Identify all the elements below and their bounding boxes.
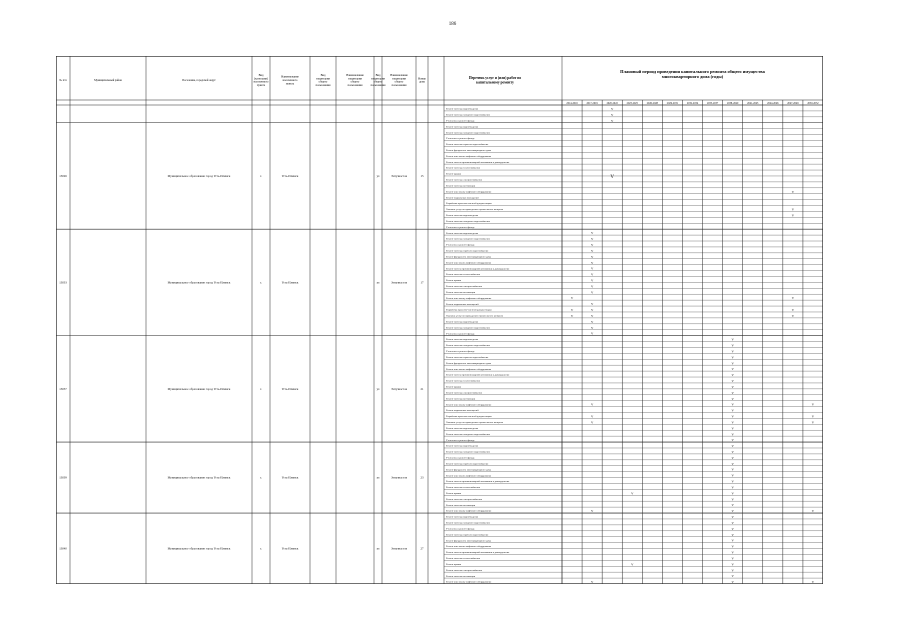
plan-mark-v: V xyxy=(731,420,734,425)
work-item: Ремонт системы холодного водоснабжения xyxy=(446,131,490,135)
work-item: Ремонт системы вентиляции xyxy=(446,574,476,578)
work-item: Разработка проектно-сметной документации xyxy=(446,308,492,312)
header-territory-type: Вид территории общего пользования xyxy=(315,73,331,87)
locality-name: Усть-Илимск xyxy=(281,173,299,178)
plan-mark-v: V xyxy=(731,532,734,537)
work-item: Ремонт системы горячего водоснабжения xyxy=(446,462,489,466)
work-item: Ремонт системы холодного водоснабжения xyxy=(446,219,490,223)
plan-mark-v: V xyxy=(590,254,594,259)
plan-mark-v: V xyxy=(791,313,795,318)
plan-mark-v: V xyxy=(791,189,795,194)
locality-type: г. xyxy=(260,280,262,285)
work-item: Ремонт или замену лифтового оборудования xyxy=(446,190,492,194)
plan-mark-v: V xyxy=(731,485,734,490)
work-item: Ремонт системы холодного водоснабжения xyxy=(446,237,490,241)
street-type: ул xyxy=(376,280,380,285)
header-house: Номер дома xyxy=(418,77,426,84)
page-number: 186 xyxy=(448,22,457,27)
work-item: Разработка проектно-сметной документации xyxy=(446,202,492,206)
plan-mark-v: V xyxy=(731,544,734,549)
plan-mark-v: V xyxy=(731,438,734,443)
header-plan: Плановый период проведения капитального ремонта общего имущества многоквартирного дома (годы) xyxy=(620,68,765,80)
work-item: Утепление и ремонт фасада xyxy=(446,243,475,247)
plan-mark-v: V xyxy=(590,243,594,248)
plan-mark-v: V xyxy=(590,290,594,295)
plan-mark-v: V xyxy=(731,568,734,573)
settlement-name: Муниципальное образование город Усть-Илимск xyxy=(167,173,231,178)
period-header: 2020-2022 xyxy=(606,101,618,105)
work-item: Утепление и ремонт фасада xyxy=(446,332,475,336)
plan-mark-v: V xyxy=(611,107,614,112)
work-item: Ремонт системы теплоснабжения xyxy=(446,273,480,277)
plan-mark-v: V xyxy=(590,509,594,514)
plan-mark-v: V xyxy=(731,414,734,419)
plan-mark-v: V xyxy=(731,432,734,437)
work-item: Ремонт системы горячего водоснабжения xyxy=(446,533,489,537)
plan-mark-v: V xyxy=(731,515,734,520)
work-item: Ремонт системы водоотведения xyxy=(446,214,479,218)
work-item: Ремонт системы вентиляции xyxy=(446,290,476,294)
street-name: Энтузиастов xyxy=(391,386,407,391)
work-item: Ремонт или замена лифтового оборудования xyxy=(446,154,492,158)
work-item: Ремонт систем противопожарной автоматики и дымоудаления xyxy=(446,551,510,555)
row-number: 13026 xyxy=(59,173,67,178)
settlement-name: Муниципальное образование город Усть-Илимск xyxy=(167,475,231,480)
plan-mark-v: V xyxy=(590,260,594,265)
work-item: Ремонт системы электроснабжения xyxy=(446,178,483,182)
work-item: Утепление и ремонт фасада xyxy=(446,119,475,123)
work-item: Ремонт крыши xyxy=(446,385,462,389)
period-header: 2032-2034 xyxy=(686,101,699,105)
plan-mark-v: V xyxy=(590,402,594,407)
work-item: Ремонт системы водоотведения xyxy=(446,107,479,111)
plan-mark-v: V xyxy=(590,331,594,336)
work-item: Ремонт системы холодного водоснабжения xyxy=(446,450,490,454)
row-number: 13037 xyxy=(59,386,67,391)
work-item: Утепление и ремонт фасада xyxy=(446,438,475,442)
work-item: Ремонт системы электроснабжения xyxy=(446,497,483,501)
work-item: Ремонт систем противопожарной автоматики и дымоудаления xyxy=(446,160,510,164)
plan-mark-v: V xyxy=(811,414,815,419)
plan-mark-v: V xyxy=(610,174,615,180)
plan-mark-v: V xyxy=(731,337,734,342)
work-item: Ремонт системы теплоснабжения xyxy=(446,486,480,490)
house-number: 21 xyxy=(420,386,424,391)
header-locality-name: Наименование населенного пункта xyxy=(281,75,299,86)
plan-mark-v: V xyxy=(731,444,734,449)
work-item: Ремонт системы вентиляции xyxy=(446,184,476,188)
plan-mark-v: V xyxy=(731,349,734,354)
period-header: 2014-2016 xyxy=(566,101,578,105)
plan-mark-v: V xyxy=(731,562,734,567)
plan-mark-v: V xyxy=(731,479,734,484)
plan-mark-v: V xyxy=(731,520,734,525)
work-item: Ремонт подвальных помещений xyxy=(446,302,479,306)
work-item: Ремонт системы электроснабжения xyxy=(446,391,483,395)
locality-type: г. xyxy=(260,386,262,391)
work-item: Ремонт фундамента многоквартирного дома xyxy=(446,539,492,543)
plan-mark-v: V xyxy=(791,296,795,301)
period-header: 2050-2052 xyxy=(807,101,819,105)
work-item: Ремонт подвальных помещений xyxy=(446,196,479,200)
street-name: Энтузиастов xyxy=(391,173,407,178)
plan-mark-v: V xyxy=(590,313,594,318)
work-item: Ремонт системы холодного водоснабжения xyxy=(446,326,490,330)
plan-mark-v: V xyxy=(731,396,734,401)
plan-mark-v: V xyxy=(731,580,734,584)
work-item: Ремонт или замену лифтового оборудования xyxy=(446,403,492,407)
work-item: Ремонт систем противопожарной автоматики и дымоудаления xyxy=(446,267,510,271)
plan-mark-v: V xyxy=(731,497,734,502)
period-header: 2017-2019 xyxy=(586,101,598,105)
plan-mark-v: V xyxy=(731,526,734,531)
work-item: Ремонт крыши xyxy=(446,562,462,566)
table-border xyxy=(56,56,822,583)
period-header: 2041-2043 xyxy=(747,101,759,105)
plan-mark-v: V xyxy=(731,491,734,496)
work-item: Оказание услуг по проведению строительного контроля xyxy=(446,314,504,318)
work-item: Ремонт системы горячего водоснабжения xyxy=(446,249,489,253)
locality-name: Усть-Илимск xyxy=(281,280,299,285)
plan-mark-v: V xyxy=(590,308,594,313)
street-name: Энтузиастов xyxy=(391,546,407,551)
work-item: Ремонт системы холодного водоснабжения xyxy=(446,521,490,525)
work-item: Ремонт системы водоотведения xyxy=(446,125,479,129)
header-works: Перечень услуг и (или) работ по капитальному ремонту xyxy=(468,76,522,85)
plan-mark-v: V xyxy=(611,118,614,123)
header-territory-name: Наименование территории общего пользования xyxy=(346,73,364,87)
work-item: Ремонт или замена лифтового оборудования xyxy=(446,474,492,478)
plan-mark-v: V xyxy=(731,509,734,514)
work-item: Ремонт или замена лифтового оборудования xyxy=(446,261,492,265)
locality-name: Усть-Илимск xyxy=(281,386,299,391)
work-item: Ремонт фундамента многоквартирного дома xyxy=(446,361,492,365)
work-item: Утепление и ремонт фасада xyxy=(446,137,475,141)
work-item: Ремонт системы теплоснабжения xyxy=(446,379,480,383)
work-item: Ремонт системы электроснабжения xyxy=(446,568,483,572)
work-item: Ремонт системы водоотведения xyxy=(446,426,479,430)
plan-mark-v: V xyxy=(570,308,574,313)
plan-mark-v: V xyxy=(791,207,795,212)
plan-mark-v: V xyxy=(731,556,734,561)
row-number: 13033 xyxy=(59,280,67,285)
work-item: Ремонт фундамента многоквартирного дома xyxy=(446,255,492,259)
work-item: Ремонт крыши xyxy=(446,279,462,283)
plan-mark-v: V xyxy=(590,248,594,253)
plan-mark-v: V xyxy=(731,503,734,508)
plan-mark-v: V xyxy=(811,580,815,584)
plan-mark-v: V xyxy=(631,491,634,496)
plan-mark-v: V xyxy=(590,231,594,236)
work-item: Ремонт крыши xyxy=(446,491,462,495)
work-item: Ремонт или замена лифтового оборудования xyxy=(446,367,492,371)
capital-repair-table xyxy=(56,56,823,584)
house-number: 23 xyxy=(420,475,424,480)
settlement-name: Муниципальное образование город Усть-Илимск xyxy=(167,386,231,391)
header-settlement: Поселение, городской округ xyxy=(182,78,216,82)
period-header: 2035-2037 xyxy=(706,101,719,105)
house-number: 27 xyxy=(420,546,424,551)
street-type: ул xyxy=(376,386,380,391)
work-item: Ремонт или замена лифтового оборудования xyxy=(446,545,492,549)
plan-mark-v: V xyxy=(731,450,734,455)
plan-mark-v: V xyxy=(731,355,734,360)
work-item: Ремонт или замену лифтового оборудования xyxy=(446,296,492,300)
locality-name: Усть-Илимск xyxy=(281,546,299,551)
plan-mark-v: V xyxy=(590,319,594,324)
work-item: Ремонт крыши xyxy=(446,172,462,176)
street-name: Энтузиастов xyxy=(391,475,407,480)
plan-mark-v: V xyxy=(731,367,734,372)
plan-mark-v: V xyxy=(731,384,734,389)
plan-mark-v: V xyxy=(731,538,734,543)
plan-mark-v: V xyxy=(791,213,795,218)
plan-mark-v: V xyxy=(811,402,815,407)
plan-mark-v: V xyxy=(611,112,614,117)
plan-mark-v: V xyxy=(590,325,594,330)
plan-mark-v: V xyxy=(731,390,734,395)
plan-mark-v: V xyxy=(731,379,734,384)
work-item: Ремонт системы теплоснабжения xyxy=(446,557,480,561)
plan-mark-v: V xyxy=(590,302,594,307)
work-item: Ремонт систем противопожарной автоматики и дымоудаления xyxy=(446,480,510,484)
header-street-name: Наименование территории общего пользования xyxy=(390,73,408,87)
period-header: 2029-2031 xyxy=(666,101,679,105)
plan-mark-v: V xyxy=(731,361,734,366)
work-item: Ремонт системы горячего водоснабжения xyxy=(446,143,489,147)
work-item: Ремонт фундамента многоквартирного дома xyxy=(446,149,492,153)
work-item: Ремонт системы водоотведения xyxy=(446,515,479,519)
settlement-name: Муниципальное образование город Усть-Илимск xyxy=(167,546,231,551)
plan-mark-v: V xyxy=(731,550,734,555)
header-district: Муниципальный район xyxy=(94,78,122,82)
work-item: Оказание услуг по проведению строительного контроля xyxy=(446,421,504,425)
header-locality-type: Вид (категория) населенного пункта xyxy=(253,73,269,87)
work-item: Ремонт системы горячего водоснабжения xyxy=(446,355,489,359)
work-item: Ремонт системы водоотведения xyxy=(446,444,479,448)
plan-mark-v: V xyxy=(811,420,815,425)
plan-mark-v: V xyxy=(731,408,734,413)
work-item: Ремонт системы вентиляции xyxy=(446,503,476,507)
plan-mark-v: V xyxy=(811,509,815,514)
plan-mark-v: V xyxy=(590,414,594,419)
locality-type: г. xyxy=(260,546,262,551)
work-item: Ремонт подвальных помещений xyxy=(446,409,479,413)
work-item: Оказание услуг по проведению строительного контроля xyxy=(446,208,504,212)
work-item: Утепление и ремонт фасада xyxy=(446,225,475,229)
work-item: Ремонт системы вентиляции xyxy=(446,397,476,401)
plan-mark-v: V xyxy=(731,467,734,472)
period-header: 2026-2028 xyxy=(646,101,658,105)
plan-mark-v: V xyxy=(590,272,594,277)
work-item: Ремонт систем противопожарной автоматики и дымоудаления xyxy=(446,373,510,377)
plan-mark-v: V xyxy=(731,343,734,348)
work-item: Ремонт системы электроснабжения xyxy=(446,285,483,289)
period-header: 2038-2040 xyxy=(727,101,739,105)
period-header: 2044-2046 xyxy=(767,101,779,105)
plan-mark-v: V xyxy=(731,426,734,431)
plan-mark-v: V xyxy=(590,580,594,584)
locality-type: г. xyxy=(260,475,262,480)
plan-mark-v: V xyxy=(590,420,594,425)
plan-mark-v: V xyxy=(590,266,594,271)
work-item: Ремонт или замену лифтового оборудования xyxy=(446,509,492,513)
work-item: Ремонт системы водоотведения xyxy=(446,338,479,342)
work-item: Ремонт системы теплоснабжения xyxy=(446,166,480,170)
plan-mark-v: V xyxy=(731,574,734,579)
settlement-name: Муниципальное образование город Усть-Илимск xyxy=(167,280,231,285)
locality-type: г. xyxy=(260,173,262,178)
plan-mark-v: V xyxy=(590,284,594,289)
plan-mark-v: V xyxy=(731,402,734,407)
work-item: Утепление и ремонт фасада xyxy=(446,527,475,531)
work-item: Ремонт системы холодного водоснабжения xyxy=(446,344,490,348)
row-number: 13040 xyxy=(59,546,67,551)
plan-mark-v: V xyxy=(570,313,574,318)
plan-mark-v: V xyxy=(731,373,734,378)
street-type: ул xyxy=(376,546,380,551)
plan-mark-v: V xyxy=(731,455,734,460)
locality-name: Усть-Илимск xyxy=(281,475,299,480)
work-item: Ремонт системы водоотведения xyxy=(446,320,479,324)
street-type: ул xyxy=(376,475,380,480)
plan-mark-v: V xyxy=(791,308,795,313)
street-type: ул xyxy=(376,173,380,178)
work-item: Ремонт или замену лифтового оборудования xyxy=(446,580,492,584)
work-item: Утепление и ремонт фасада xyxy=(446,456,475,460)
work-item: Ремонт системы водоотведения xyxy=(446,231,479,235)
row-number: 13039 xyxy=(59,475,67,480)
plan-mark-v: V xyxy=(731,473,734,478)
plan-mark-v: V xyxy=(590,278,594,283)
house-number: 15 xyxy=(420,173,424,178)
plan-mark-v: V xyxy=(590,237,594,242)
work-item: Ремонт системы холодного водоснабжения xyxy=(446,432,490,436)
plan-mark-v: V xyxy=(731,461,734,466)
period-header: 2047-2049 xyxy=(787,101,799,105)
plan-mark-v: V xyxy=(570,296,574,301)
work-item: Ремонт системы холодного водоснабжения xyxy=(446,113,490,117)
house-number: 17 xyxy=(420,280,424,285)
work-item: Разработка проектно-сметной документации xyxy=(446,415,492,419)
work-item: Утепление и ремонт фасада xyxy=(446,350,475,354)
street-name: Энтузиастов xyxy=(391,280,407,285)
header-num: № п/п xyxy=(59,78,67,82)
header-street-type: Вид территории общего пользования xyxy=(370,73,386,87)
period-header: 2023-2025 xyxy=(626,101,638,105)
work-item: Ремонт фундамента многоквартирного дома xyxy=(446,468,492,472)
plan-mark-v: V xyxy=(631,562,634,567)
